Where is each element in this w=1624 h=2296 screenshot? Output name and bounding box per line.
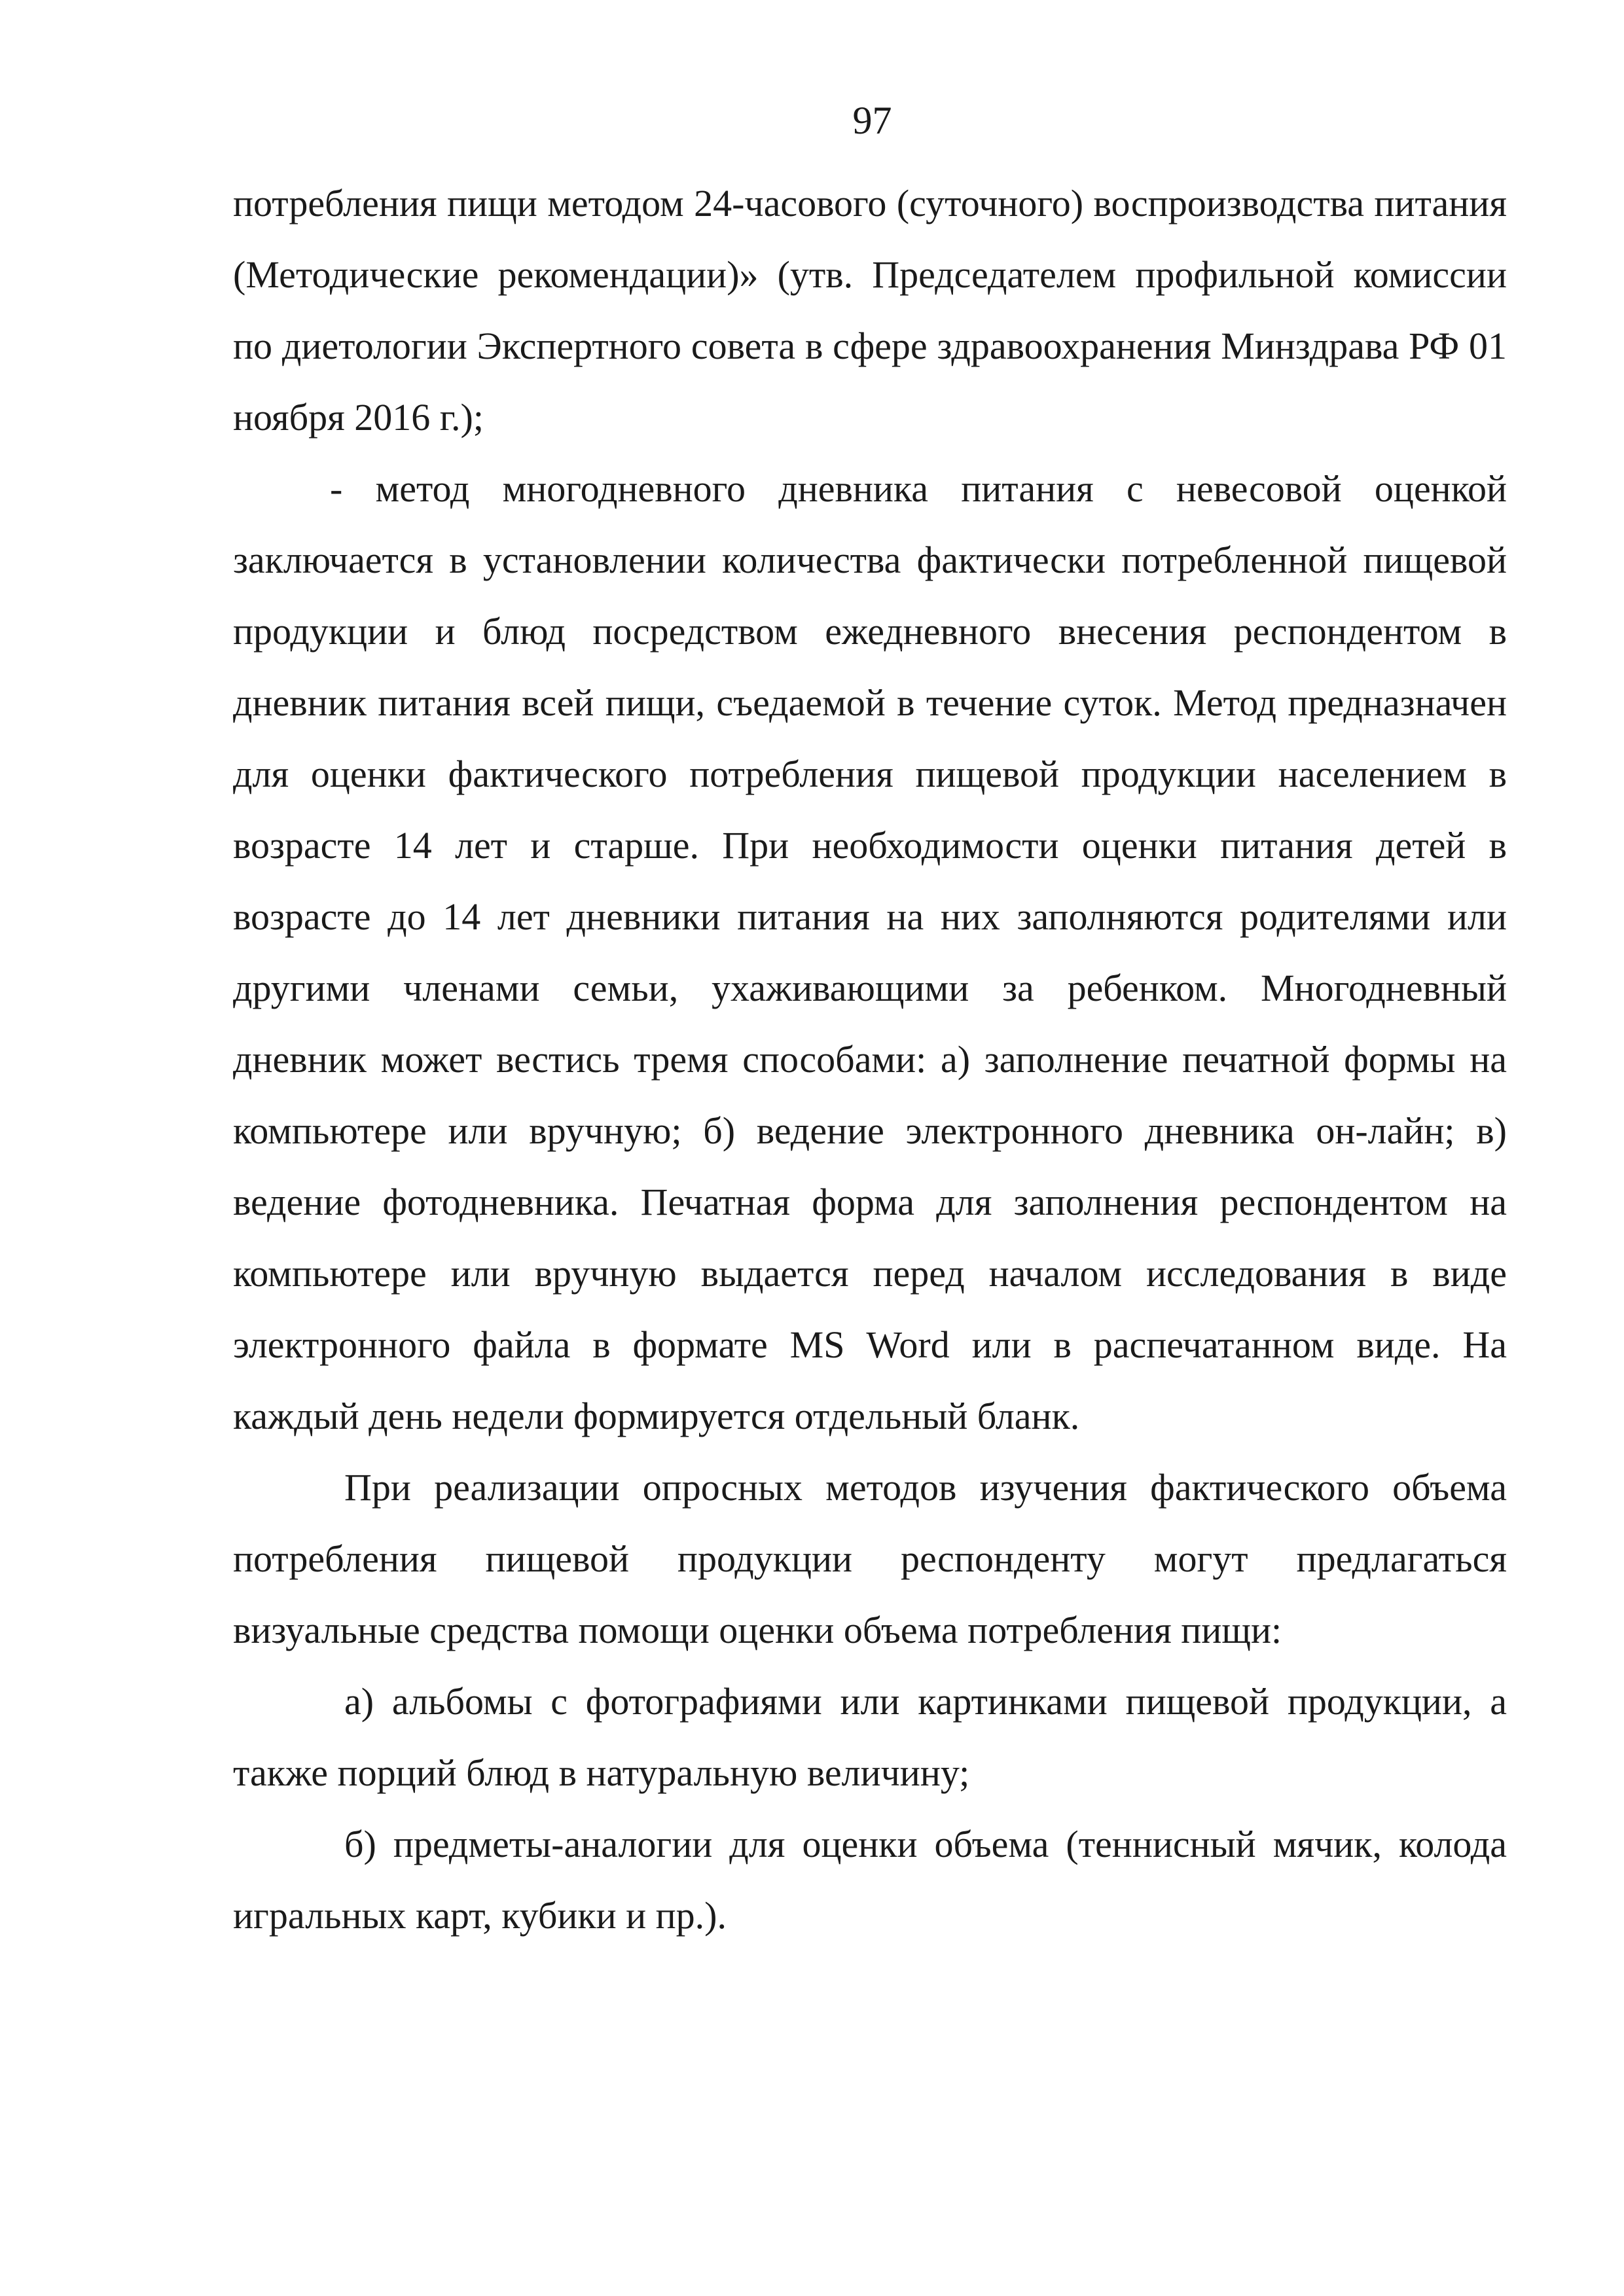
- list-item-a: а) альбомы с фотографиями или картинками пищевой продукции, а также порций блюд в натуральную величину;: [233, 1680, 1507, 1794]
- list-item-b: б) предметы-аналогии для оценки объема (теннисный мячик, колода игральных карт, кубики и пр.).: [233, 1823, 1507, 1937]
- paragraph-survey-methods: При реализации опросных методов изучения фактического объема потребления пищевой продукции респонденту могут предлагаться визуальные средства помощи оценки объема потребления пищи:: [233, 1466, 1507, 1651]
- paragraph-continuation: потребления пищи методом 24-часового (суточного) воспроизводства питания (Методические рекомендации)» (утв. Председателем профильной комиссии по диетологии Экспертного совета в сфере здравоохранения Минздрава РФ 01 ноября 2016 г.);: [233, 182, 1507, 439]
- document-body: [233, 168, 1507, 1951]
- paragraph-diary-method: - метод многодневного дневника питания с невесовой оценкой заключается в установлении количества фактически потребленной пищевой продукции и блюд посредством ежедневного внесения респондентом в дневник питания всей пищи, съедаемой в течение суток. Метод предназначен для оценки фактического потребления пищевой продукции населением в возрасте 14 лет и старше. При необходимости оценки питания детей в возрасте до 14 лет дневники питания на них заполняются родителями или другими членами семьи, ухаживающими за ребенком. Многодневный дневник может вестись тремя способами: а) заполнение печатной формы на компьютере или вручную; б) ведение электронного дневника он-лайн; в) ведение фотодневника. Печатная форма для заполнения респондентом на компьютере или вручную выдается перед началом исследования в виде электронного файла в формате MS Word или в распечатанном виде. На каждый день недели формируется отдельный бланк.: [233, 467, 1507, 1437]
- page-number: 97: [852, 99, 892, 142]
